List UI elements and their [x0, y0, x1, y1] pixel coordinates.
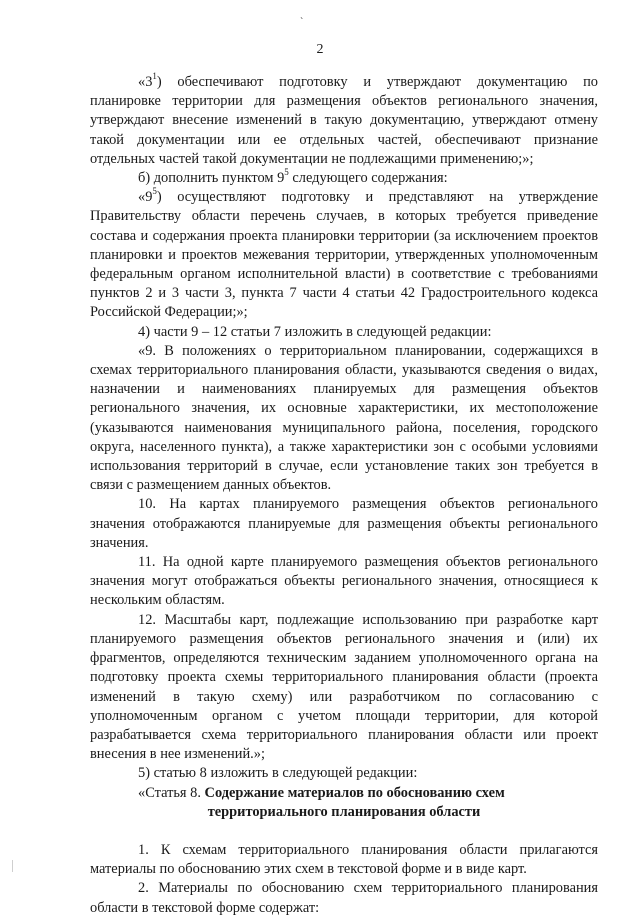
article-title: Содержание материалов по обоснованию схем [204, 784, 505, 801]
document-body [90, 73, 598, 918]
paragraph-amend-4: 4) части 9 – 12 статьи 7 изложить в следующей редакции: [138, 323, 492, 340]
paragraph-text: ) осуществляют подготовку и представляют на утверждение Правительству области перечень случаев, в которых требуется приведение состава и содержания проекта планировки территории (за исключением проектов планировки и проектов межевания территории, утвержденных уполномоченным федеральным органом исполнительной власти) в соответствие с требованиями пунктов 2 и 3 части 3, пункта 7 части 4 статьи 42 Градостроительного кодекса Российской Федерации;»; [90, 189, 598, 321]
paragraph-article-8-part-1: 1. К схемам территориального планирования области прилагаются материалы по обоснованию этих схем в текстовой форме и в виде карт. [90, 841, 598, 878]
paragraph-text: б) дополнить пунктом 9 [138, 170, 285, 187]
paragraph-text: ) обеспечивают подготовку и утверждают документацию по планировке территории для размещения объектов регионального значения, утверждают внесение изменений в такую документацию, утверждают отмену такой документации или ее отдельных частей, обеспечивают признание отдельных частей такой документации не подлежащими применению;»; [90, 74, 598, 167]
page-number: 2 [316, 42, 324, 57]
superscript: 1 [152, 71, 157, 82]
superscript: 5 [284, 167, 289, 178]
paragraph-part-11: 11. На одной карте планируемого размещения объектов регионального значения могут отображаться объекты регионального значения, относящиеся к нескольким областям. [90, 554, 598, 609]
article-title-continued: территориального планирования области [207, 803, 481, 820]
paragraph-text: «9 [138, 189, 153, 206]
paragraph-amend-5: 5) статью 8 изложить в следующей редакции: [138, 765, 418, 782]
paragraph-item-3-1 [90, 73, 598, 169]
paragraph-text: следующего содержания: [288, 170, 448, 187]
scan-mark: ` [300, 17, 304, 28]
paragraph-part-9: «9. В положениях о территориальном планировании, содержащихся в схемах территориального планирования области, указываются сведения о видах, назначении и наименованиях планируемых для размещения объектов регионального значения, их основные характеристики, их местоположение (указываются наименования муниципального района, поселения, городского округа, населенного пункта), а также характеристики зон с особыми условиями использования территорий в случае, если установление таких зон требуется в связи с размещением данных объектов. [90, 342, 598, 494]
paragraph-amend-b [90, 169, 598, 188]
paragraph-part-10: 10. На картах планируемого размещения объектов регионального значения отображаются планируемые для размещения объекты регионального значения. [90, 496, 598, 551]
scan-edge-mark [12, 860, 15, 872]
article-prefix: «Статья 8. [138, 784, 205, 801]
superscript: 5 [152, 186, 157, 197]
paragraph-text: «3 [138, 74, 153, 90]
paragraph-item-9-5 [90, 188, 598, 322]
article-heading [90, 784, 598, 803]
paragraph-part-12: 12. Масштабы карт, подлежащие использованию при разработке карт планируемого размещения объектов регионального значения и (или) их фрагментов, определяются техническим заданием уполномоченного органа на подготовку проекта схемы территориального планирования области (проекта изменений в такую схему) или разработчиком по согласованию с уполномоченным органом с учетом площади территории, для которой разрабатывается схема территориального планирования области или проект внесения в нее изменений.»; [90, 611, 598, 763]
paragraph-article-8-part-2: 2. Материалы по обоснованию схем территориального планирования области в текстовой форме содержат: [90, 880, 598, 916]
